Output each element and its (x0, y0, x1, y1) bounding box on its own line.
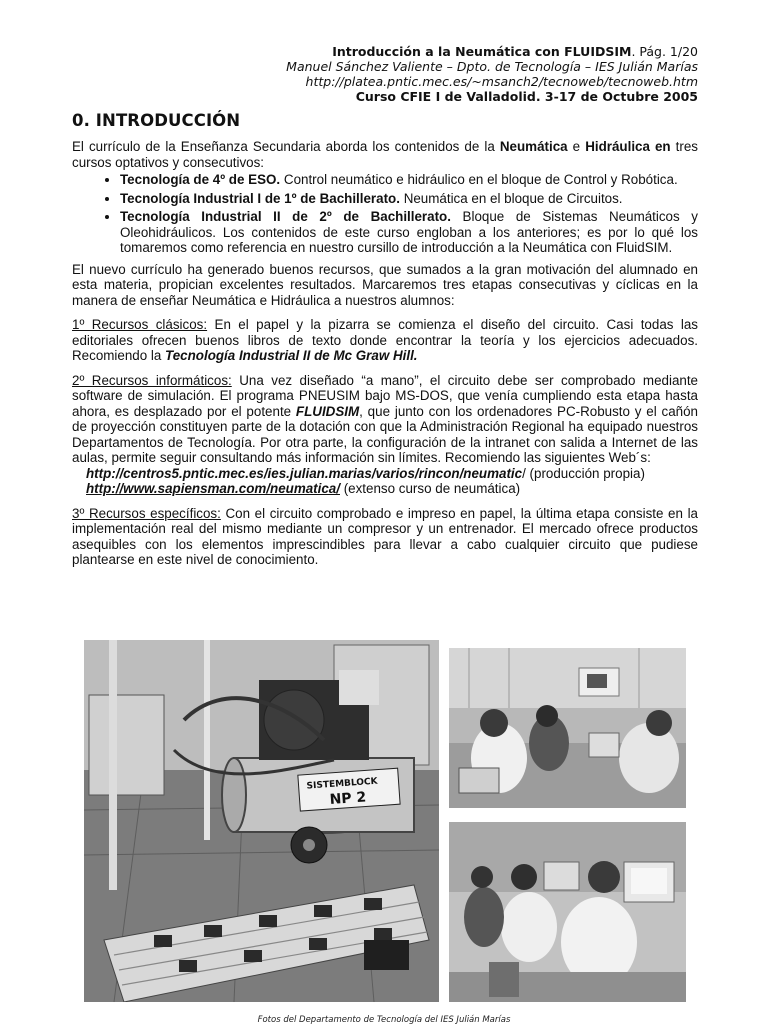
list-item (120, 191, 698, 207)
web-link-1-note: / (producción propia) (522, 465, 645, 481)
compressor-model-label: NP 2 (329, 789, 367, 809)
list-item-bold: Tecnología de 4º de ESO. (120, 172, 281, 187)
section-recursos-especificos (72, 506, 698, 568)
fluidsim-name: FLUIDSIM (295, 403, 360, 419)
intro-paragraph (72, 139, 698, 170)
list-item (120, 209, 698, 256)
list-item-text: Control neumático e hidráulico en el bloque de Control y Robótica. (280, 172, 678, 187)
page-header (72, 44, 698, 104)
classroom-image-2 (449, 822, 686, 1002)
photo-caption: Fotos del Departamento de Tecnología del IES Julián Marías (257, 1015, 511, 1025)
list-item (120, 172, 698, 188)
header-author: Manuel Sánchez Valiente – Dpto. de Tecnología – IES Julián Marías (286, 59, 698, 74)
book-title: Tecnología Industrial II de Mc Graw Hill. (165, 348, 418, 363)
web-link-2-note: (extenso curso de neumática) (339, 481, 521, 496)
list-item-text: Bloque de Sistemas Neumáticos y Oleohidráulicos. Los contenidos de este curso engloban a los anteriores; es por lo qué los tomaremos como referencia en nuestro cursillo de introducción a la Neumática con FluidSIM. (120, 209, 698, 255)
intro-text-mid: e (567, 139, 586, 154)
paragraph-2: El nuevo currículo ha generado buenos recursos, que sumados a la gran motivación del alumnado en esta materia, propician excelentes resultados. Marcaremos tres etapas consecutivas y cíclicas en la manera de enseñar Neumática e Hidráulica a nuestros alumnos: (72, 261, 698, 308)
header-url: http://platea.pntic.mec.es/~msanch2/tecnoweb/tecnoweb.htm (305, 74, 698, 89)
web-link-2[interactable]: http://www.sapiensman.com/neumatica/ (86, 481, 340, 496)
intro-text-post: tres cursos optativos y consecutivos: (72, 139, 699, 170)
course-list (72, 172, 698, 256)
section-text: Con el circuito comprobado e impreso en papel, la última etapa consiste en la implementación real del mismo mediante un compresor y un entrenador. El mercado ofrece productos asequibles con los elementos imprescindibles para llevar a cabo cualquier circuito que pudiese plantearse en este nivel de conocimiento. (72, 505, 699, 567)
header-title-line (72, 44, 698, 59)
header-title: Introducción a la Neumática con FLUIDSIM (332, 44, 632, 59)
header-course: Curso CFIE I de Valladolid. 3-17 de Octubre 2005 (355, 89, 698, 104)
section-text: En el papel y la pizarra se comienza el diseño del circuito. Casi todas las editoriales ofrecen buenos libros de texto donde encontrar la teoría y los ejercicios adecuados. Recomiendo la (72, 317, 699, 363)
section-recursos-clasicos (72, 317, 698, 364)
photo-collage (84, 640, 686, 1002)
section-text: Una vez diseñado “a mano”, el circuito debe ser comprobado mediante software de simulación. El programa PNEUSIM bajo MS-DOS, que venía cumpliendo esta etapa hasta ahora, es desplazado por el potente (72, 372, 699, 419)
photo-classroom-2 (449, 822, 686, 1002)
section-text-cont: , que junto con los ordenadores PC-Robusto y el cañón de proyección constituyen parte de la dotación con que la Administración Regional ha equipado nuestros Departamentos de Tecnología. Por otra parte, la configuración de la intranet con salida a Internet de las aulas, permite seguir consultando más información sin límites. Recomiendo las siguientes Web´s: (72, 403, 698, 465)
intro-bold-neumatica: Neumática (499, 139, 568, 154)
section-recursos-informaticos (72, 373, 698, 497)
web-link-1[interactable]: http://centros5.pntic.mec.es/ies.julian.marias/varios/rincon/neumatic (86, 465, 523, 481)
compressor-image (84, 640, 439, 1002)
classroom-image-1 (449, 648, 686, 808)
section-label: 1º Recursos clásicos: (72, 317, 208, 332)
document-page (72, 0, 698, 568)
intro-bold-hidraulica: Hidráulica en (585, 139, 671, 154)
section-label: 2º Recursos informáticos: (72, 372, 232, 388)
list-item-text: Neumática en el bloque de Circuitos. (399, 190, 623, 206)
section-title: 0. INTRODUCCIÓN (72, 111, 241, 130)
photo-classroom-1 (449, 648, 686, 808)
header-page: . Pág. 1/20 (631, 44, 698, 59)
list-item-bold: Tecnología Industrial I de 1º de Bachillerato. (120, 190, 400, 206)
section-label: 3º Recursos específicos: (72, 505, 221, 521)
compressor-brand-label: SISTEMBLOCK (306, 776, 378, 792)
photo-compressor (84, 640, 439, 1002)
list-item-bold: Tecnología Industrial II de 2º de Bachillerato. (120, 209, 451, 224)
intro-text: El currículo de la Enseñanza Secundaria aborda los contenidos de la (72, 139, 500, 154)
